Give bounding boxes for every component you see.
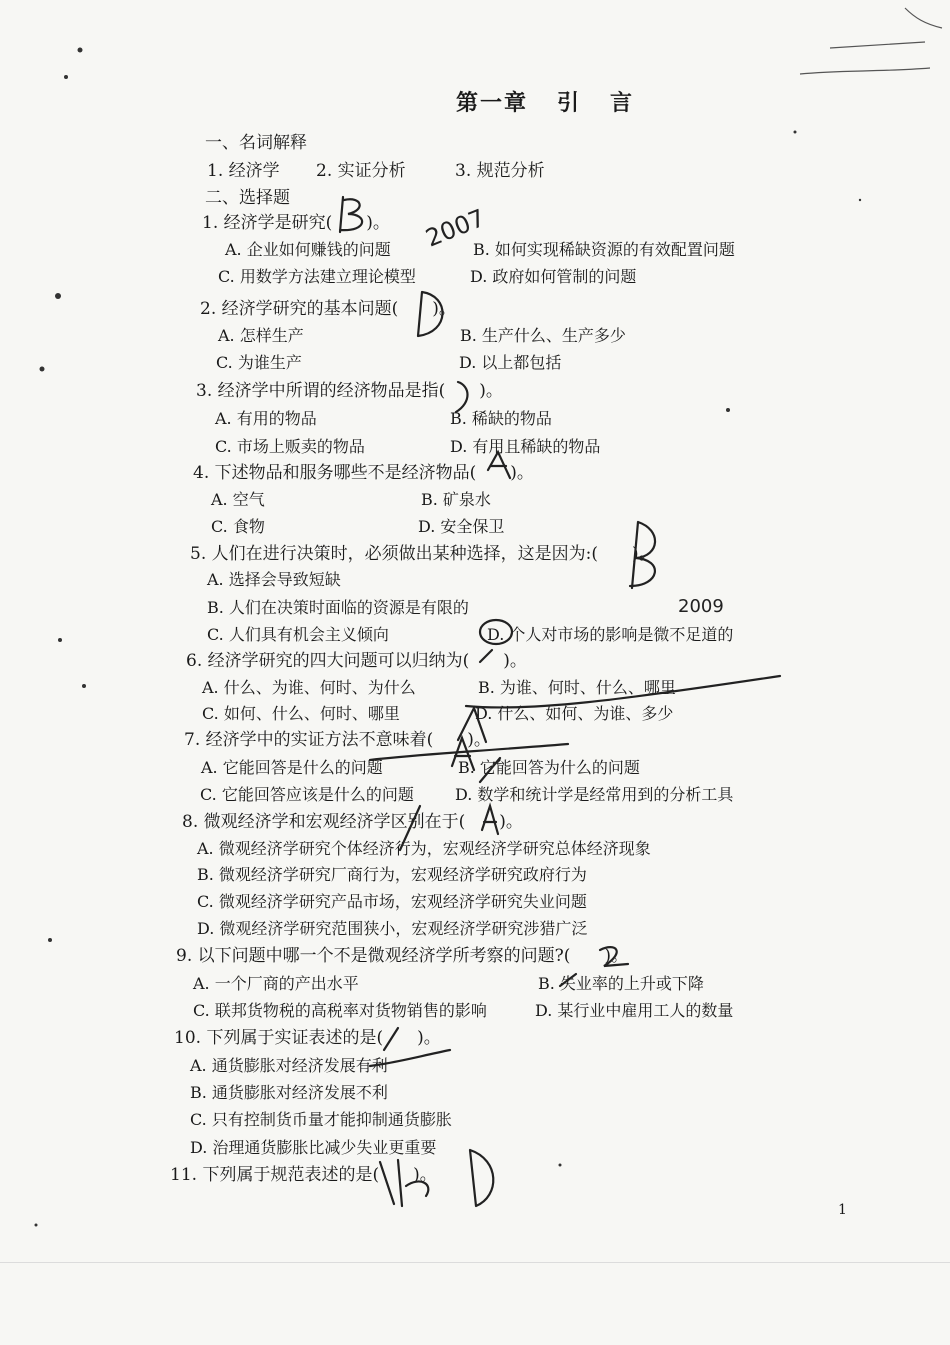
question-stem-close: )。 xyxy=(631,544,656,564)
question-2-stem xyxy=(200,298,456,320)
question-5-stem xyxy=(190,543,656,565)
year-note-2009: 2009 xyxy=(678,596,724,617)
question-stem-text: 8. 微观经济学和宏观经济学区别在于( xyxy=(182,812,466,832)
section-heading-terms: 一、名词解释 xyxy=(205,133,307,153)
question-9-stem xyxy=(176,945,628,967)
question-2-option-c: C. 为谁生产 xyxy=(216,353,302,372)
question-9-option-d: D. 某行业中雇用工人的数量 xyxy=(535,1001,734,1020)
scan-edge-line xyxy=(0,1262,950,1263)
question-6-option-c: C. 如何、什么、何时、哪里 xyxy=(202,704,400,723)
question-11-stem xyxy=(170,1164,437,1186)
question-7-option-b: B. 它能回答为什么的问题 xyxy=(458,758,640,777)
question-9-option-a: A. 一个厂商的产出水平 xyxy=(193,974,359,993)
question-stem-text: 5. 人们在进行决策时，必须做出某种选择，这是因为:( xyxy=(190,544,598,564)
question-1-stem xyxy=(202,212,390,234)
question-stem-text: 10. 下列属于实证表述的是( xyxy=(174,1028,384,1048)
question-7-option-d: D. 数学和统计学是经常用到的分析工具 xyxy=(455,785,734,804)
question-7-option-a: A. 它能回答是什么的问题 xyxy=(201,758,383,777)
question-stem-close: )。 xyxy=(366,213,390,233)
question-10-option-b: B. 通货膨胀对经济发展不利 xyxy=(190,1083,388,1102)
page-number: 1 xyxy=(838,1202,847,1218)
question-2-option-b: B. 生产什么、生产多少 xyxy=(460,326,626,345)
question-1-option-c: C. 用数学方法建立理论模型 xyxy=(218,267,416,286)
question-10-stem xyxy=(174,1027,441,1049)
scan-specks xyxy=(35,48,862,1227)
question-7-option-c: C. 它能回答应该是什么的问题 xyxy=(200,785,414,804)
question-9-option-b: B. 失业率的上升或下降 xyxy=(538,974,704,993)
question-8-option-a: A. 微观经济学研究个体经济行为，宏观经济学研究总体经济现象 xyxy=(197,839,651,858)
question-5-option-b: B. 人们在决策时面临的资源是有限的 xyxy=(207,598,469,617)
question-stem-close: )。 xyxy=(499,812,523,832)
question-stem-text: 7. 经济学中的实证方法不意味着( xyxy=(184,730,434,750)
question-10-option-c: C. 只有控制货币量才能抑制通货膨胀 xyxy=(190,1110,452,1129)
question-stem-close: )。 xyxy=(604,946,629,966)
question-stem-close: )。 xyxy=(479,381,503,401)
question-2-option-d: D. 以上都包括 xyxy=(459,353,562,372)
question-stem-close: )。 xyxy=(432,299,456,319)
question-stem-close: )。 xyxy=(503,651,527,671)
section-heading-choice: 二、选择题 xyxy=(205,188,290,208)
question-stem-close: )。 xyxy=(467,730,491,750)
question-4-option-a: A. 空气 xyxy=(211,490,265,509)
year-note-2007: 2007 xyxy=(421,203,489,253)
question-4-option-c: C. 食物 xyxy=(211,517,265,536)
question-5-option-d: D. 个人对市场的影响是微不足道的 xyxy=(487,625,734,644)
term-economics: 1. 经济学 xyxy=(207,161,280,181)
question-3-option-d: D. 有用且稀缺的物品 xyxy=(450,437,601,456)
question-3-stem xyxy=(196,380,503,402)
question-stem-text: 9. 以下问题中哪一个不是微观经济学所考察的问题?( xyxy=(176,946,571,966)
question-4-stem xyxy=(193,462,534,484)
question-5-option-c: C. 人们具有机会主义倾向 xyxy=(207,625,389,644)
question-stem-text: 2. 经济学研究的基本问题( xyxy=(200,299,399,319)
question-1-option-d: D. 政府如何管制的问题 xyxy=(470,267,637,286)
question-stem-close: )。 xyxy=(417,1028,441,1048)
question-10-option-a: A. 通货膨胀对经济发展有利 xyxy=(190,1056,388,1075)
question-6-option-a: A. 什么、为谁、何时、为什么 xyxy=(202,678,416,697)
question-3-option-c: C. 市场上贩卖的物品 xyxy=(215,437,365,456)
question-5-option-a: A. 选择会导致短缺 xyxy=(207,570,341,589)
chapter-title: 第一章 引 言 xyxy=(456,90,634,116)
question-1-option-a: A. 企业如何赚钱的问题 xyxy=(225,240,391,259)
question-6-option-b: B. 为谁、何时、什么、哪里 xyxy=(478,678,676,697)
question-7-stem xyxy=(184,729,491,751)
question-8-option-d: D. 微观经济学研究范围狭小，宏观经济学研究涉猎广泛 xyxy=(197,919,588,938)
question-6-option-d: D. 什么、如何、为谁、多少 xyxy=(475,704,674,723)
question-1-option-b: B. 如何实现稀缺资源的有效配置问题 xyxy=(473,240,735,259)
question-stem-text: 11. 下列属于规范表述的是( xyxy=(170,1165,380,1185)
term-normative-analysis: 3. 规范分析 xyxy=(455,161,545,181)
question-8-option-b: B. 微观经济学研究厂商行为，宏观经济学研究政府行为 xyxy=(197,865,587,884)
question-stem-text: 3. 经济学中所谓的经济物品是指( xyxy=(196,381,446,401)
question-9-option-c: C. 联邦货物税的高税率对货物销售的影响 xyxy=(193,1001,487,1020)
question-4-option-d: D. 安全保卫 xyxy=(418,517,505,536)
question-stem-text: 1. 经济学是研究( xyxy=(202,213,333,233)
question-stem-text: 6. 经济学研究的四大问题可以归纳为( xyxy=(186,651,470,671)
question-3-option-a: A. 有用的物品 xyxy=(215,409,317,428)
question-8-option-c: C. 微观经济学研究产品市场，宏观经济学研究失业问题 xyxy=(197,892,587,911)
question-6-stem xyxy=(186,650,527,672)
term-positive-analysis: 2. 实证分析 xyxy=(316,161,406,181)
question-stem-close: )。 xyxy=(413,1165,437,1185)
question-4-option-b: B. 矿泉水 xyxy=(421,490,491,509)
question-10-option-d: D. 治理通货膨胀比减少失业更重要 xyxy=(190,1138,437,1157)
question-stem-text: 4. 下述物品和服务哪些不是经济物品( xyxy=(193,463,477,483)
question-2-option-a: A. 怎样生产 xyxy=(218,326,304,345)
question-8-stem xyxy=(182,811,523,833)
scan-artifact-marks xyxy=(800,8,942,74)
question-stem-close: )。 xyxy=(510,463,534,483)
question-3-option-b: B. 稀缺的物品 xyxy=(450,409,552,428)
